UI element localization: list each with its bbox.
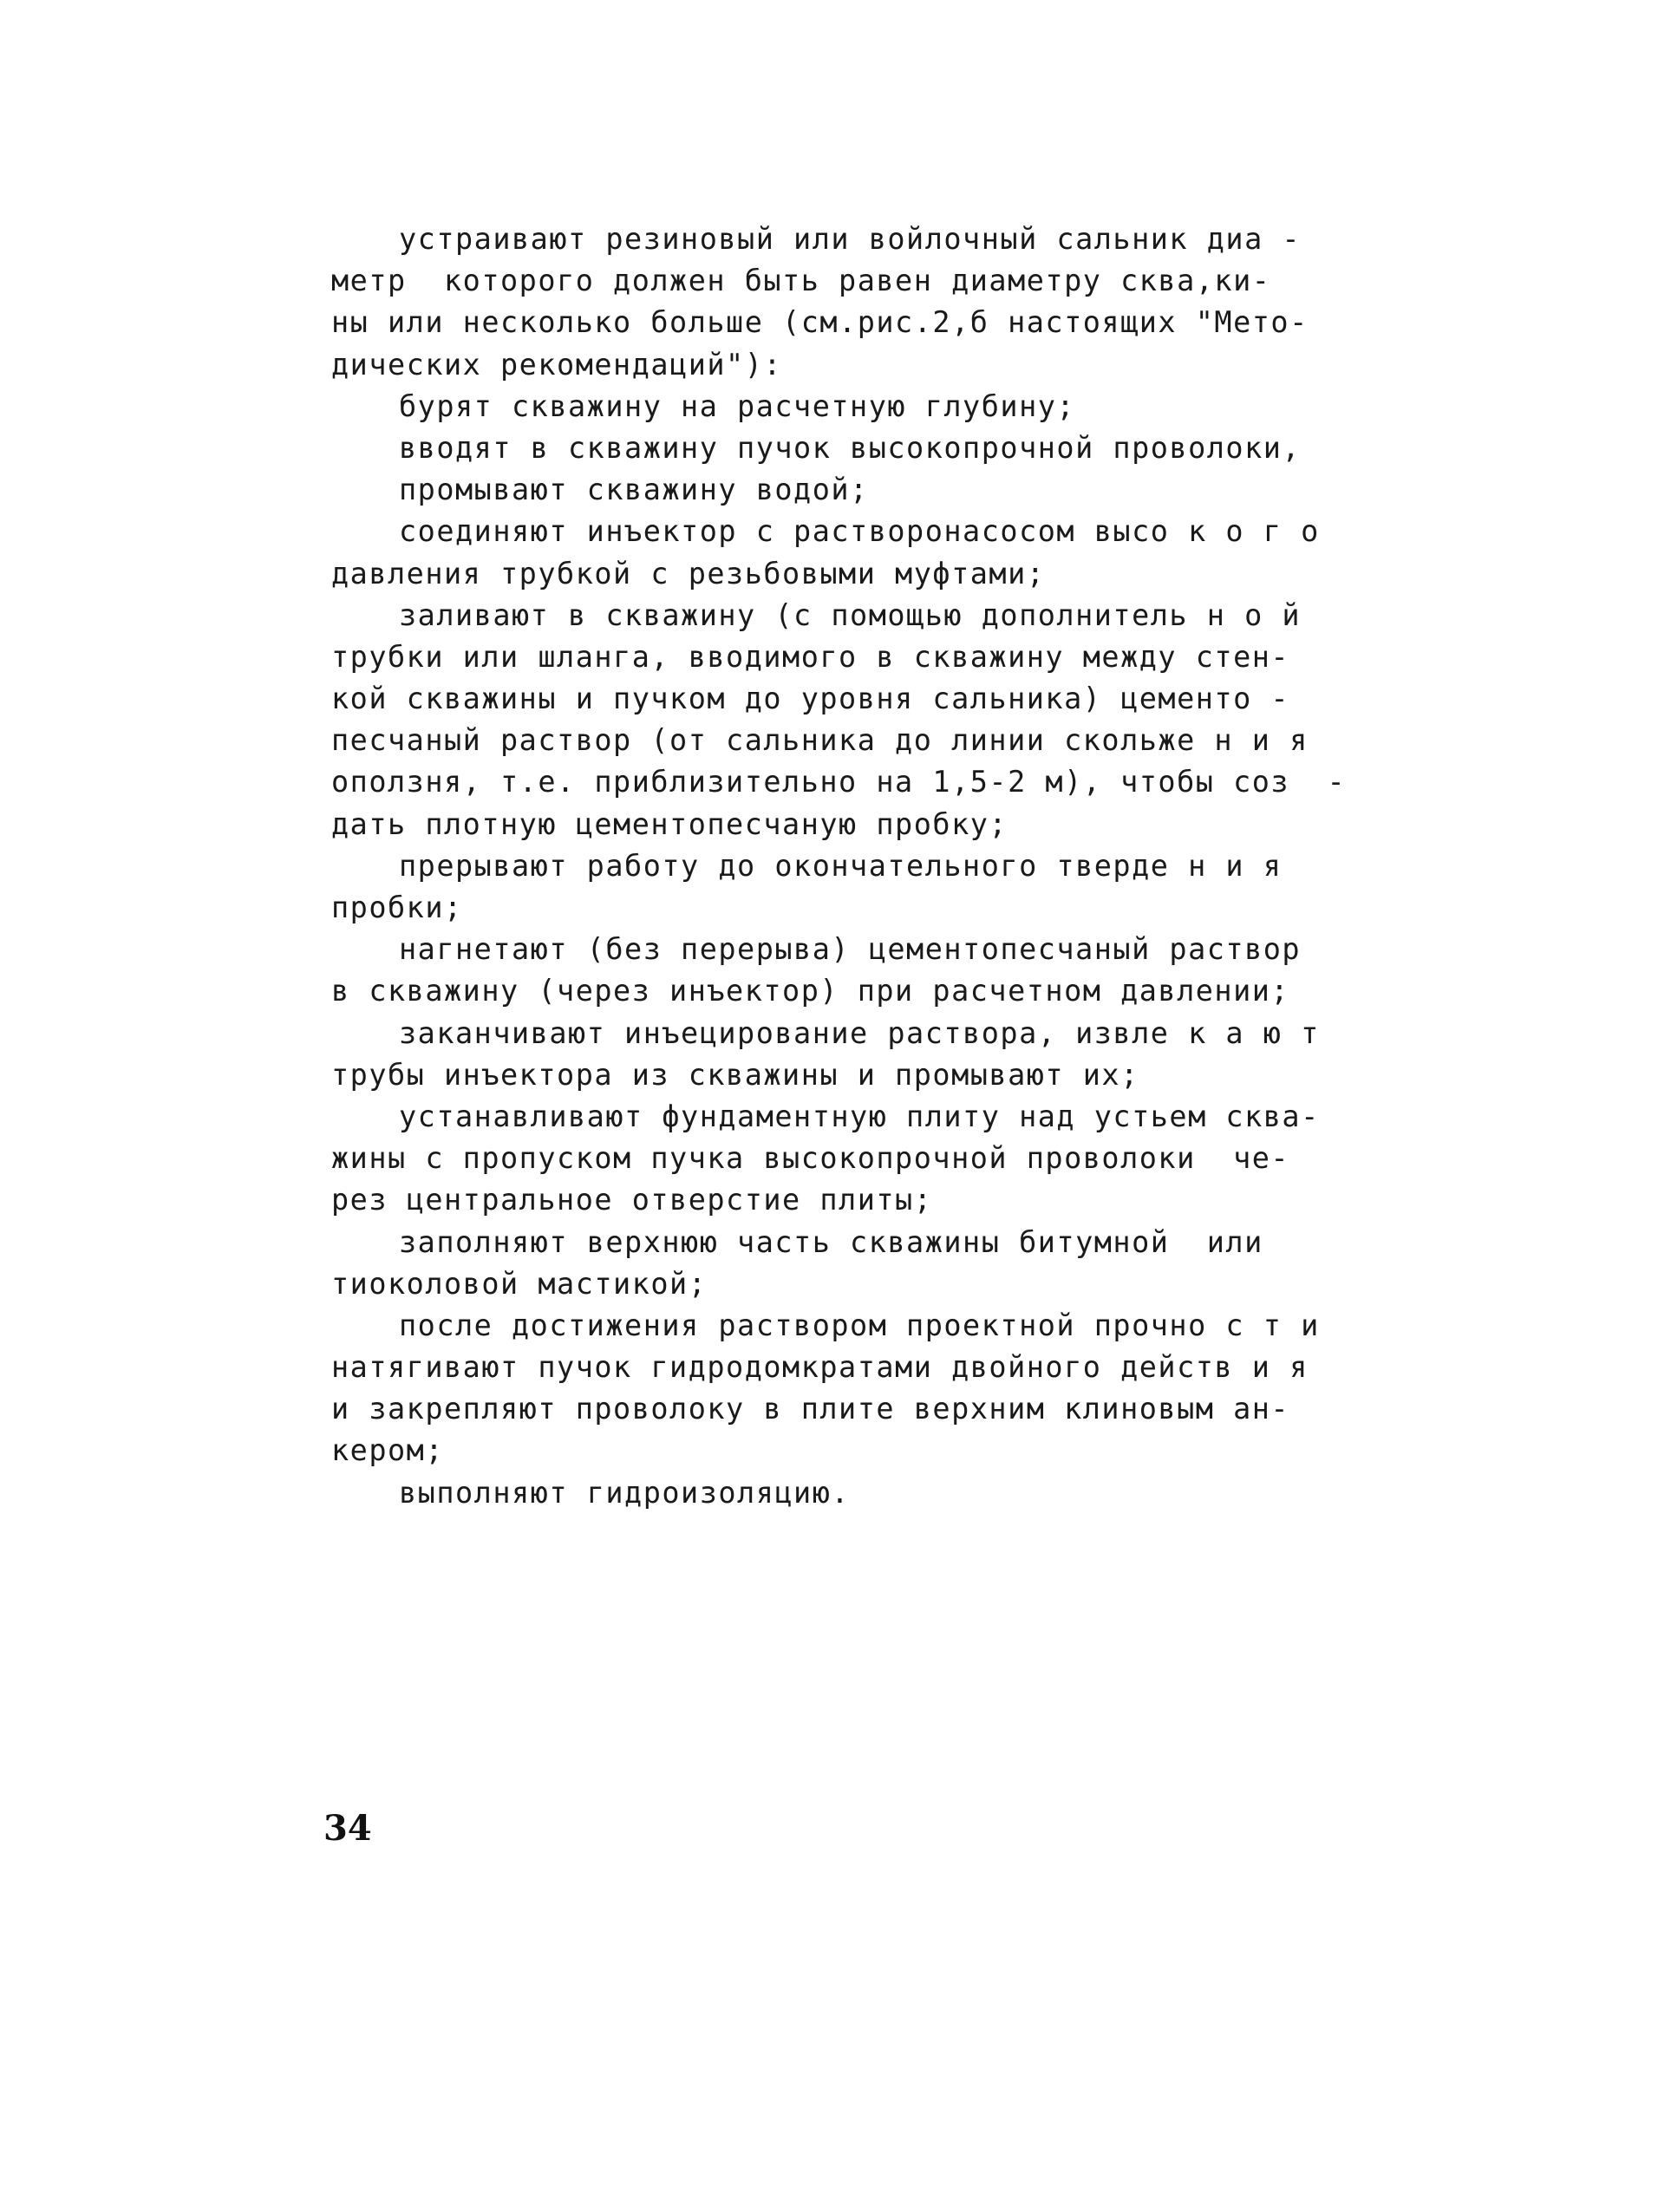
text-line: дать плотную цементопесчаную пробку;	[331, 806, 1008, 841]
text-line: давления трубкой с резьбовыми муфтами;	[331, 556, 1046, 591]
text-line: рез центральное отверстие плиты;	[331, 1183, 933, 1217]
text-line: тиоколовой мастикой;	[331, 1266, 708, 1301]
text-line: заполняют верхнюю часть скважины битумной или	[399, 1224, 1263, 1259]
text-line: оползня, т.е. приблизительно на 1,5-2 м), чтобы соз -	[331, 765, 1347, 799]
text-line: прерывают работу до окончательного тверде н и я	[399, 848, 1283, 883]
text-line: соединяют инъектор с растворонасосом высо к о г о	[399, 514, 1320, 549]
text-line: кером;	[331, 1433, 445, 1468]
text-line: заливают в скважину (с помощью дополнитель н о й	[399, 597, 1302, 632]
text-line: вводят в скважину пучок высокопрочной проволоки,	[399, 430, 1302, 465]
text-line: устраивают резиновый или войлочный сальник диа -	[399, 222, 1302, 256]
text-line: в скважину (через инъектор) при расчетном давлении;	[331, 974, 1290, 1008]
text-line: песчаный раствор (от сальника до линии скольже н и я	[331, 723, 1309, 758]
text-line: трубки или шланга, вводимого в скважину между стен-	[331, 639, 1290, 674]
text-line: нагнетают (без перерыва) цементопесчаный раствор	[399, 932, 1302, 967]
text-line: после достижения раствором проектной прочно с т и	[399, 1308, 1320, 1342]
text-line: трубы инъектора из скважины и промывают их;	[331, 1057, 1139, 1092]
text-line: промывают скважину водой;	[399, 473, 869, 507]
text-line: дических рекомендаций"):	[331, 347, 783, 382]
text-line: выполняют гидроизоляцию.	[399, 1475, 851, 1510]
text-line: заканчивают инъецирование раствора, извле к а ю т	[399, 1015, 1320, 1050]
text-line: метр которого должен быть равен диаметру сква,ки-	[331, 264, 1271, 298]
text-line: ны или несколько больше (см.рис.2,б настоящих "Мето-	[331, 305, 1309, 340]
body-text	[331, 219, 1407, 1514]
text-line: устанавливают фундаментную плиту над устьем сква-	[399, 1099, 1320, 1133]
text-line: и закрепляют проволоку в плите верхним клиновым ан-	[331, 1392, 1290, 1426]
text-line: кой скважины и пучком до уровня сальника) цементо -	[331, 682, 1290, 716]
text-line: натягивают пучок гидродомкратами двойного действ и я	[331, 1350, 1309, 1385]
text-line: жины с пропуском пучка высокопрочной проволоки че-	[331, 1141, 1290, 1176]
text-line: бурят скважину на расчетную глубину;	[399, 388, 1076, 423]
page-number: 34	[323, 1808, 372, 1849]
text-line: пробки;	[331, 891, 463, 924]
